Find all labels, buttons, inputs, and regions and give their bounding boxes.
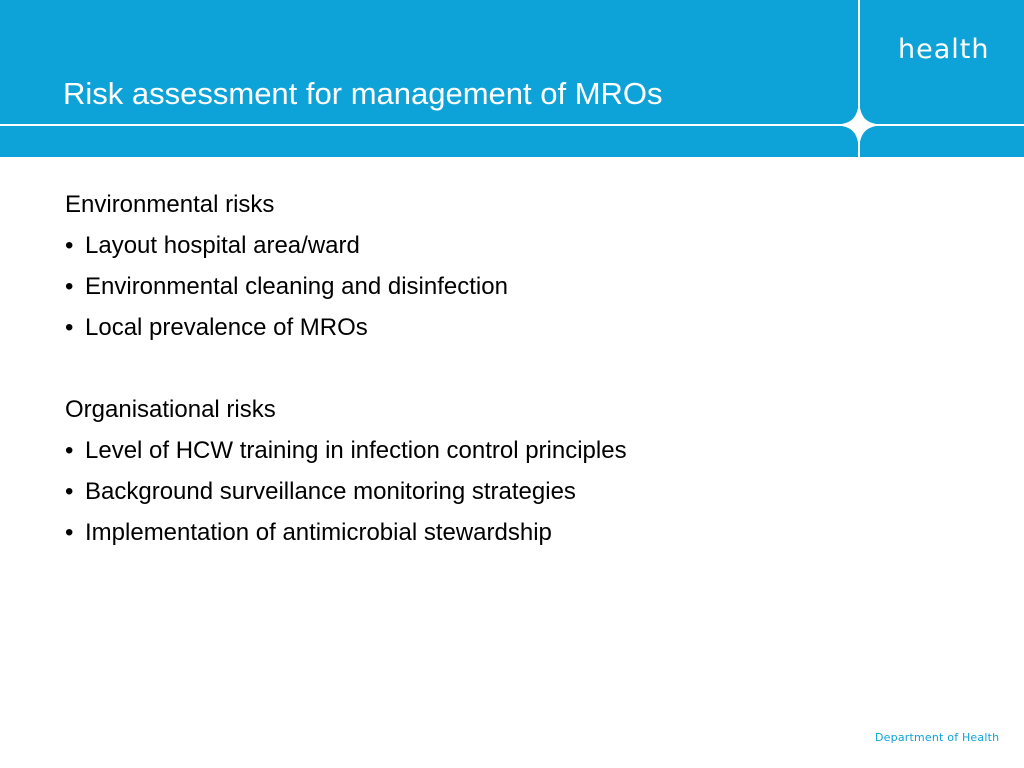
bullet-icon: •: [65, 232, 74, 259]
bullet-icon: •: [65, 437, 74, 464]
bullet-text: Implementation of antimicrobial stewardship: [85, 519, 552, 546]
list-item: [65, 309, 965, 350]
list-item: [65, 268, 965, 309]
list-item: [65, 432, 965, 473]
bullet-icon: •: [65, 273, 74, 300]
bullet-icon: •: [65, 314, 74, 341]
brand-logo-health: health: [898, 34, 990, 65]
section-organisational-risks: [65, 391, 965, 555]
list-item: [65, 514, 965, 555]
bullet-icon: •: [65, 478, 74, 505]
bullet-text: Layout hospital area/ward: [85, 232, 360, 259]
bullet-text: Background surveillance monitoring strategies: [85, 478, 576, 505]
bullet-text: Local prevalence of MROs: [85, 314, 368, 341]
section-heading: Organisational risks: [65, 396, 276, 423]
bullet-text: Environmental cleaning and disinfection: [85, 273, 508, 300]
section-heading: Environmental risks: [65, 191, 275, 218]
sparkle-star-icon: [835, 101, 883, 149]
list-item: [65, 473, 965, 514]
footer-logo-department-of-health: Department of Health: [875, 731, 1000, 744]
list-item: [65, 227, 965, 268]
section-environmental-risks: [65, 186, 965, 350]
slide-content: [65, 186, 965, 596]
bullet-list: [65, 227, 965, 350]
slide-title: Risk assessment for management of MROs: [63, 76, 663, 111]
bullet-icon: •: [65, 519, 74, 546]
bullet-list: [65, 432, 965, 555]
bullet-text: Level of HCW training in infection control principles: [85, 437, 627, 464]
